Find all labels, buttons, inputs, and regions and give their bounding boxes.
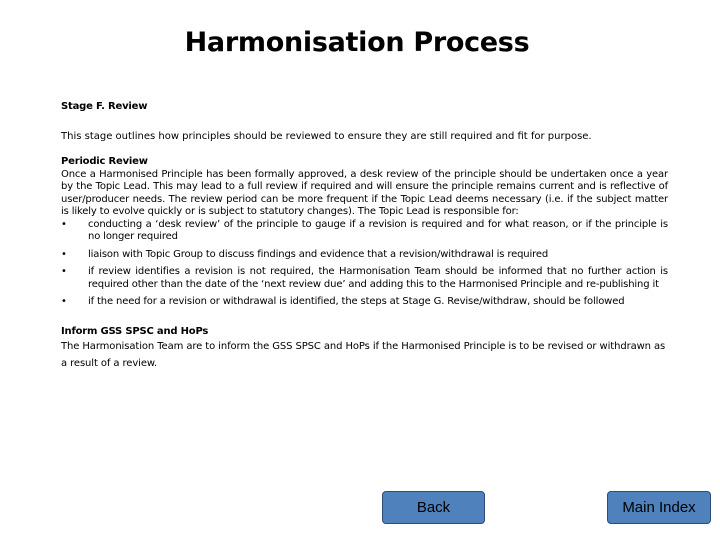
stage-heading: Stage F. Review bbox=[61, 101, 148, 112]
periodic-review-paragraph: Once a Harmonised Principle has been formally approved, a desk review of the principle should be undertaken once a year by the Topic Lead. This may lead to a full review if required and will ensure the principle remains current and is reflective of user/producer needs. The review period can be more frequent if the Topic Lead deems necessary (i.e. if the subject matter is likely to evolve quickly or is subject to statutory changes). The Topic Lead is responsible for: bbox=[61, 168, 668, 217]
bullet-icon: • bbox=[61, 266, 67, 277]
list-item bbox=[61, 219, 668, 244]
inform-heading: Inform GSS SPSC and HoPs bbox=[61, 325, 209, 337]
list-item-text: if the need for a revision or withdrawal is identified, the steps at Stage G. Revise/withdraw, should be followed bbox=[88, 296, 625, 307]
bullet-icon: • bbox=[61, 296, 67, 307]
list-item bbox=[61, 266, 668, 291]
bullet-icon: • bbox=[61, 218, 67, 230]
list-item bbox=[61, 296, 668, 309]
responsibilities-list bbox=[61, 219, 668, 309]
bullet-icon: • bbox=[61, 248, 67, 260]
list-item bbox=[61, 249, 668, 262]
intro-paragraph: This stage outlines how principles should be reviewed to ensure they are still required and fit for purpose. bbox=[61, 130, 592, 142]
list-item-text: if review identifies a revision is not required, the Harmonisation Team should be informed that no further action is required other than the date of the ‘next review due’ and adding this to the Harmonised Principle and re-publishing it bbox=[88, 266, 668, 290]
inform-paragraph: The Harmonisation Team are to inform the GSS SPSC and HoPs if the Harmonised Principle is to be revised or withdrawn as a result of a review. bbox=[61, 341, 666, 369]
page-title: Harmonisation Process bbox=[184, 27, 530, 58]
list-item-text: liaison with Topic Group to discuss findings and evidence that a revision/withdrawal is required bbox=[88, 248, 549, 260]
list-item-text: conducting a ‘desk review’ of the principle to gauge if a revision is required and for what reason, or if the principle is no longer required bbox=[88, 218, 668, 242]
periodic-review-heading: Periodic Review bbox=[61, 156, 148, 167]
main-index-button[interactable]: Main Index bbox=[607, 491, 711, 524]
back-button[interactable]: Back bbox=[382, 491, 485, 524]
document-body bbox=[61, 101, 668, 372]
